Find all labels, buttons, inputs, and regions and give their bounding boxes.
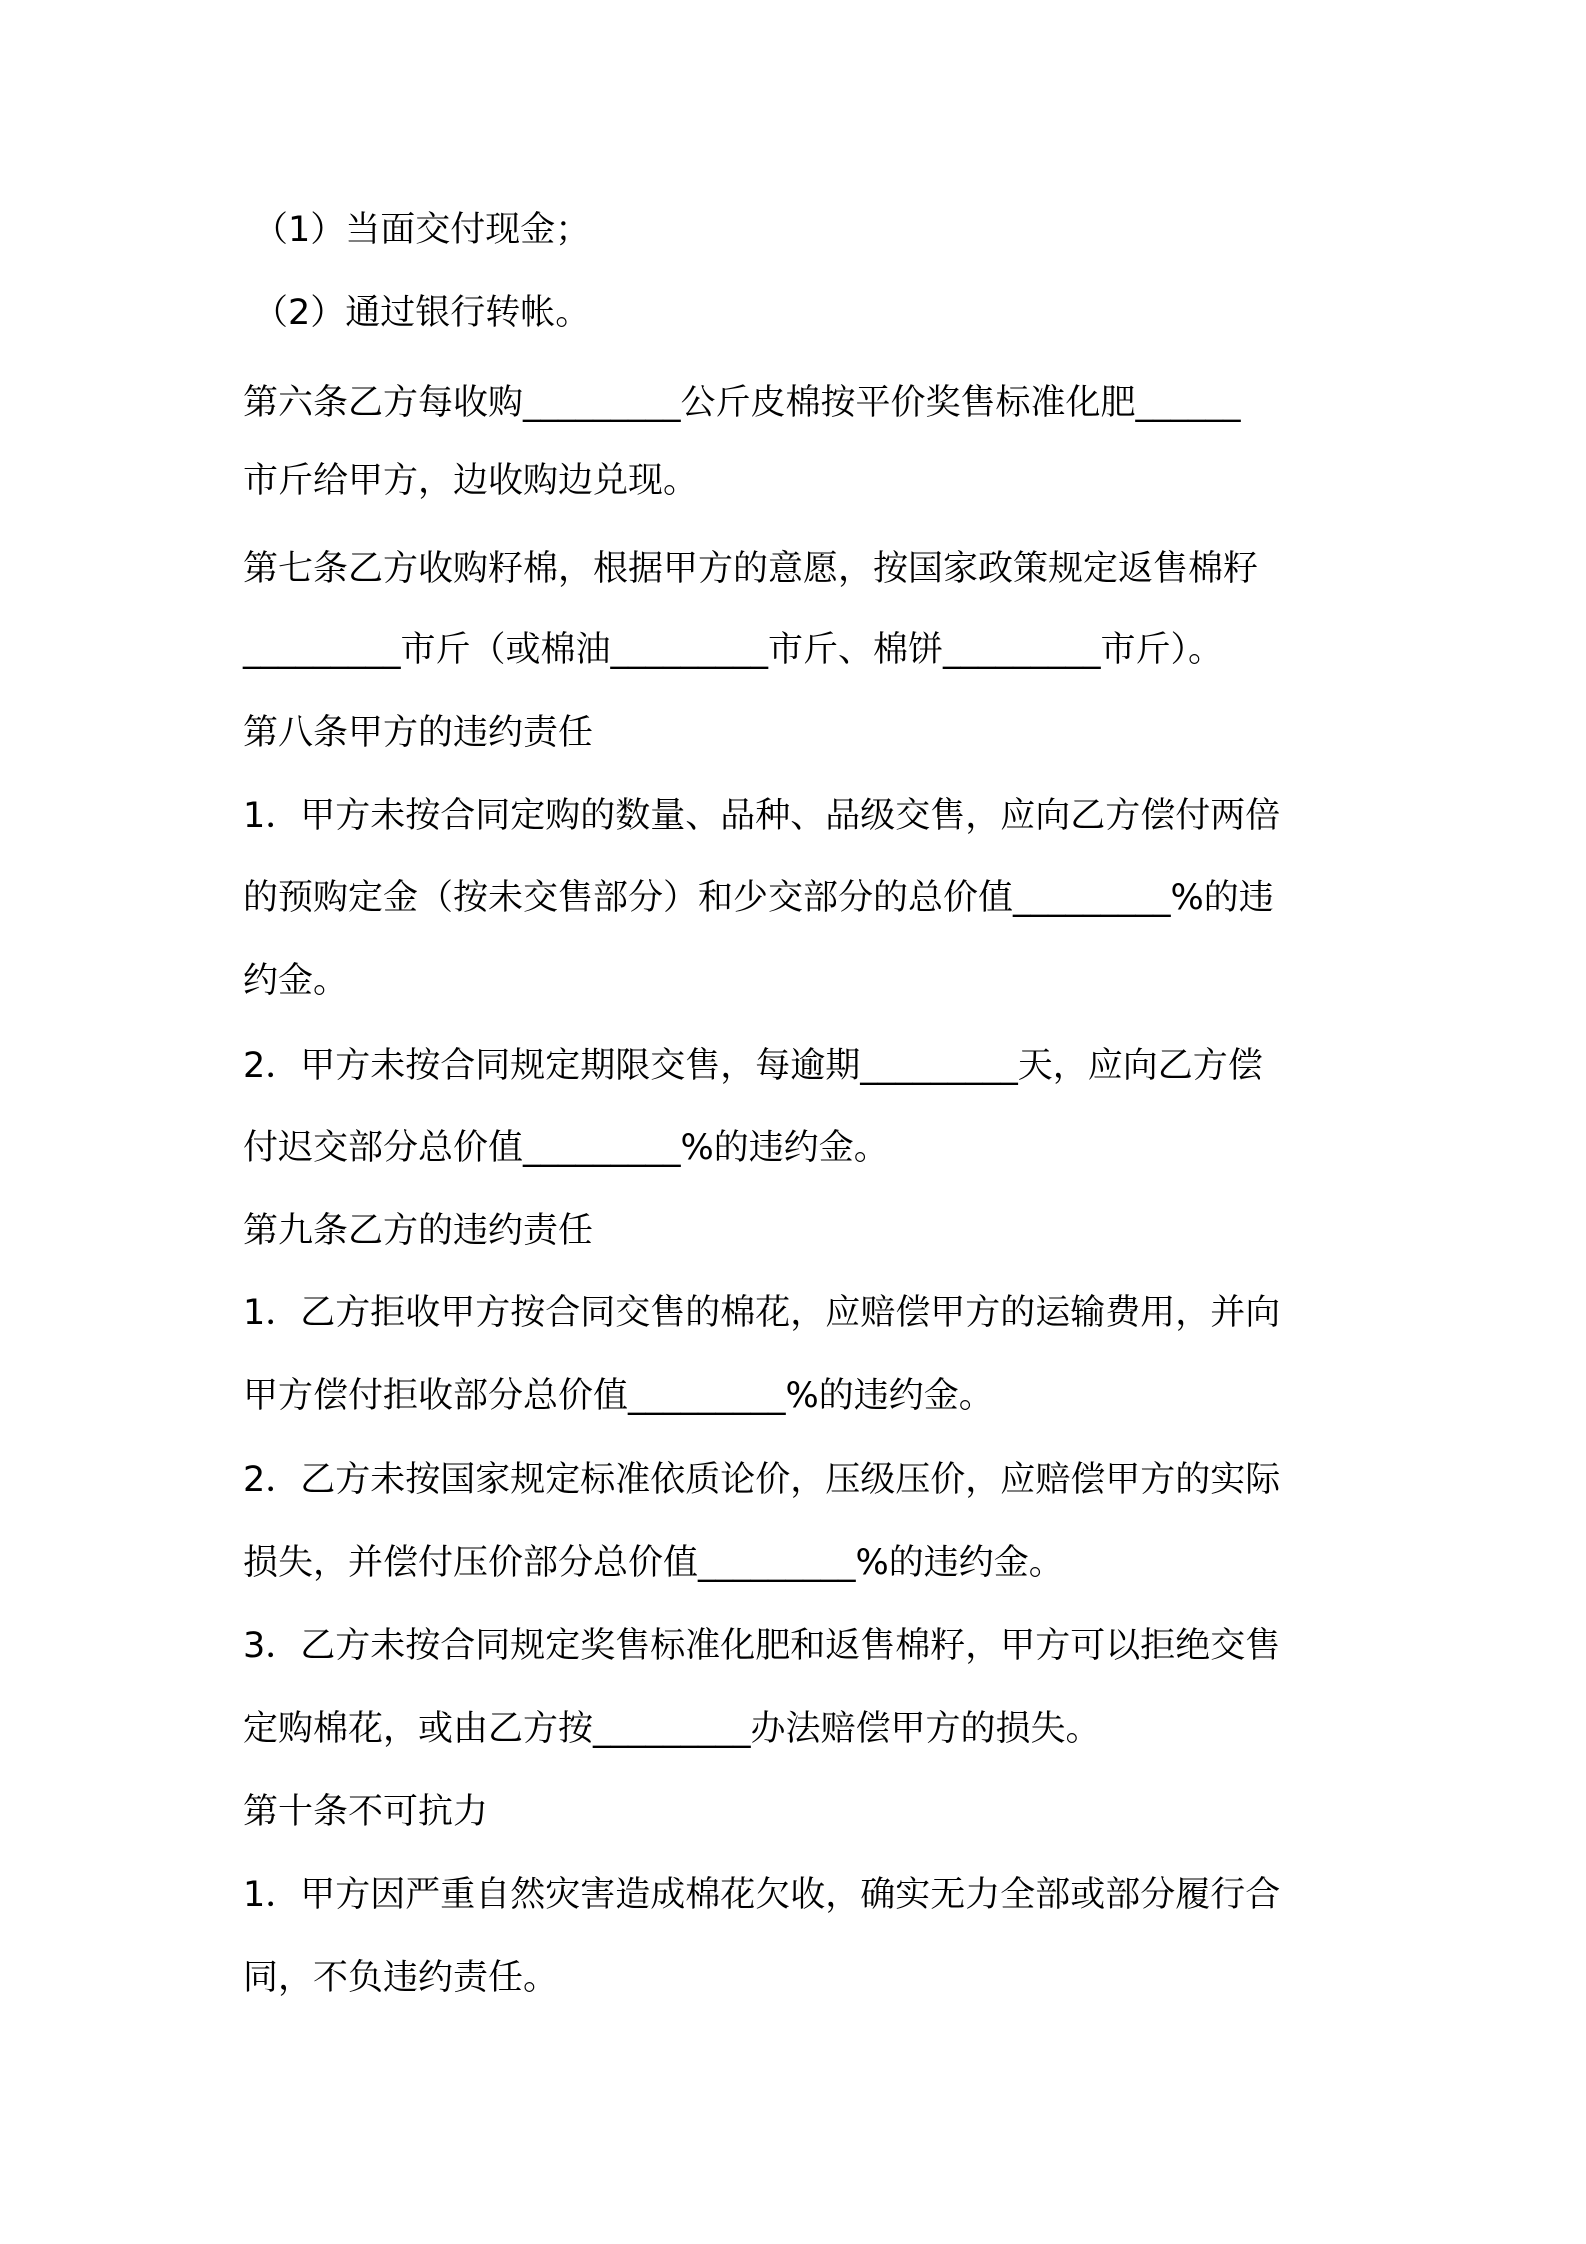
article-7-line-1: 第七条乙方收购籽棉，根据甲方的意愿，按国家政策规定返售棉籽 <box>243 549 1259 589</box>
article-7-line-2: _________市斤（或棉油_________市斤、棉饼_________市斤）。 <box>243 630 1224 670</box>
article-8-clause-1-line-3: 约金。 <box>243 961 349 1001</box>
article-6-line-2: 市斤给甲方，边收购边兑现。 <box>243 461 699 501</box>
payment-option-bank: （2）通过银行转帐。 <box>253 293 591 333</box>
article-8-clause-1-line-1: 1．甲方未按合同定购的数量、品种、品级交售，应向乙方偿付两倍 <box>243 796 1281 836</box>
article-8-clause-1-line-2: 的预购定金（按未交售部分）和少交部分的总价值_________%的违 <box>243 878 1274 918</box>
article-9-clause-2-line-1: 2．乙方未按国家规定标准依质论价，压级压价，应赔偿甲方的实际 <box>243 1460 1281 1500</box>
article-6-line-1: 第六条乙方每收购_________公斤皮棉按平价奖售标准化肥______ <box>243 383 1241 423</box>
article-10-clause-1-line-1: 1．甲方因严重自然灾害造成棉花欠收，确实无力全部或部分履行合 <box>243 1875 1281 1915</box>
article-8-clause-2-line-1: 2．甲方未按合同规定期限交售，每逾期_________天，应向乙方偿 <box>243 1046 1263 1086</box>
article-9-clause-3-line-1: 3．乙方未按合同规定奖售标准化肥和返售棉籽，甲方可以拒绝交售 <box>243 1626 1281 1666</box>
article-9-clause-3-line-2: 定购棉花，或由乙方按_________办法赔偿甲方的损失。 <box>243 1709 1101 1749</box>
article-9-heading: 第九条乙方的违约责任 <box>243 1211 594 1251</box>
article-8-clause-2-line-2: 付迟交部分总价值_________%的违约金。 <box>243 1128 889 1168</box>
article-9-clause-1-line-2: 甲方偿付拒收部分总价值_________%的违约金。 <box>243 1376 994 1416</box>
payment-option-cash: （1）当面交付现金； <box>253 210 591 250</box>
article-9-clause-1-line-1: 1．乙方拒收甲方按合同交售的棉花，应赔偿甲方的运输费用，并向 <box>243 1293 1281 1333</box>
article-10-clause-1-line-2: 同，不负违约责任。 <box>243 1958 559 1998</box>
article-10-heading: 第十条不可抗力 <box>243 1792 489 1832</box>
article-9-clause-2-line-2: 损失，并偿付压价部分总价值_________%的违约金。 <box>243 1543 1064 1583</box>
article-8-heading: 第八条甲方的违约责任 <box>243 713 594 753</box>
